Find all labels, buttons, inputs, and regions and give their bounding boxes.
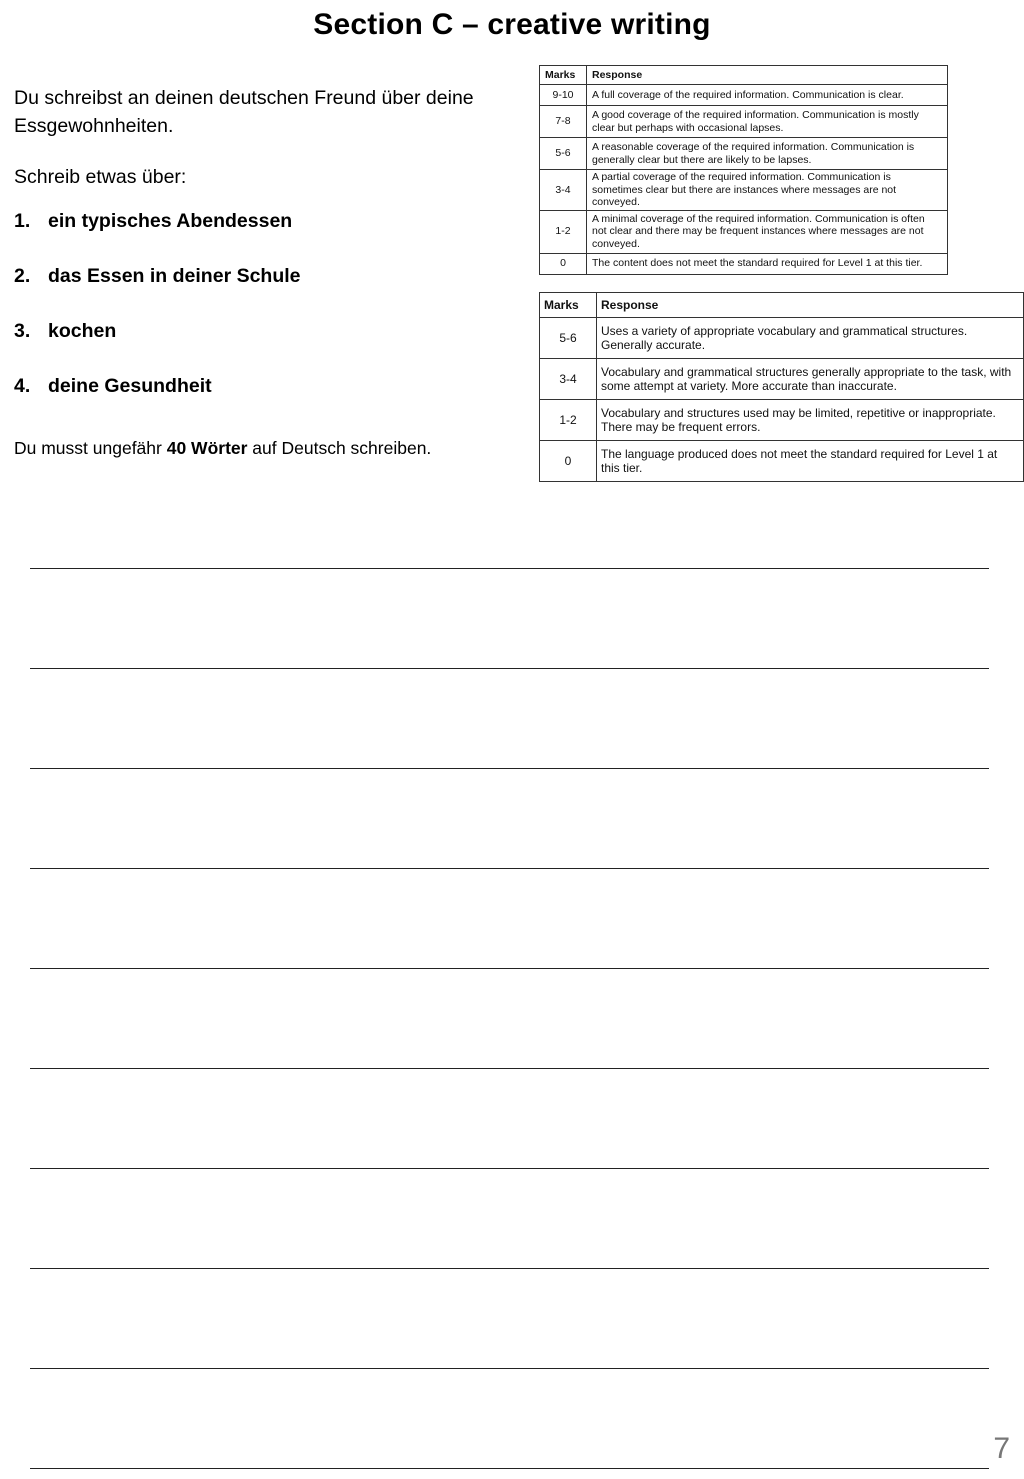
response-cell: A good coverage of the required information. Communication is mostly clear but perhaps with occasional lapses. <box>587 106 948 138</box>
instruction-text: auf Deutsch schreiben. <box>247 438 432 458</box>
response-cell: A partial coverage of the required information. Communication is sometimes clear but there are instances where messages are not conveyed. <box>587 170 948 211</box>
table-header-row <box>540 66 948 85</box>
marks-header: Marks <box>540 293 597 318</box>
answer-line[interactable] <box>30 868 989 869</box>
marks-header: Marks <box>540 66 587 85</box>
answer-line[interactable] <box>30 1168 989 1169</box>
marks-cell: 9-10 <box>540 85 587 106</box>
task-number: 2. <box>14 265 31 287</box>
response-cell: Uses a variety of appropriate vocabulary and grammatical structures. Generally accurate. <box>597 318 1024 359</box>
answer-line[interactable] <box>30 668 989 669</box>
page-number: 7 <box>993 1432 1010 1465</box>
table-row <box>540 441 1024 482</box>
answer-line[interactable] <box>30 768 989 769</box>
table-row <box>540 210 948 253</box>
table-row <box>540 85 948 106</box>
answer-line[interactable] <box>30 1368 989 1369</box>
answer-line[interactable] <box>30 1468 989 1469</box>
marks-cell: 1-2 <box>540 400 597 441</box>
table-row <box>540 106 948 138</box>
answer-line[interactable] <box>30 568 989 569</box>
task-list <box>14 210 301 430</box>
task-text: kochen <box>48 320 117 342</box>
word-count-instruction <box>14 438 431 459</box>
task-item <box>14 320 301 375</box>
table-header-row <box>540 293 1024 318</box>
marks-cell: 0 <box>540 441 597 482</box>
page-title: Section C – creative writing <box>313 8 711 41</box>
marks-cell: 7-8 <box>540 106 587 138</box>
task-text: ein typisches Abendessen <box>48 210 293 232</box>
task-text: das Essen in deiner Schule <box>48 265 301 287</box>
instruction-text: Du musst ungefähr <box>14 438 167 458</box>
task-intro: Du schreibst an deinen deutschen Freund über deine Essgewohnheiten. <box>14 87 474 137</box>
response-cell: The content does not meet the standard required for Level 1 at this tier. <box>587 253 948 274</box>
marks-cell: 5-6 <box>540 318 597 359</box>
table-row <box>540 170 948 211</box>
marks-cell: 1-2 <box>540 210 587 253</box>
response-cell: A full coverage of the required information. Communication is clear. <box>587 85 948 106</box>
marks-cell: 3-4 <box>540 359 597 400</box>
answer-line[interactable] <box>30 1068 989 1069</box>
response-cell: A reasonable coverage of the required information. Communication is generally clear but there are likely to be lapses. <box>587 138 948 170</box>
task-number: 1. <box>14 210 31 232</box>
response-cell: Vocabulary and structures used may be limited, repetitive or inappropriate. There may be frequent errors. <box>597 400 1024 441</box>
table-row <box>540 138 948 170</box>
answer-line[interactable] <box>30 1268 989 1269</box>
task-item <box>14 375 301 430</box>
task-item <box>14 265 301 320</box>
language-mark-scheme <box>539 292 1024 482</box>
table-row <box>540 318 1024 359</box>
task-prompt: Schreib etwas über: <box>14 166 187 188</box>
response-cell: Vocabulary and grammatical structures generally appropriate to the task, with some attempt at variety. More accurate than inaccurate. <box>597 359 1024 400</box>
table-row <box>540 359 1024 400</box>
response-cell: A minimal coverage of the required information. Communication is often not clear and there may be frequent instances where messages are not conveyed. <box>587 210 948 253</box>
communication-mark-scheme <box>539 65 948 275</box>
task-item <box>14 210 301 265</box>
task-text: deine Gesundheit <box>48 375 212 397</box>
table-row <box>540 400 1024 441</box>
table-row <box>540 253 948 274</box>
marks-cell: 3-4 <box>540 170 587 211</box>
response-header: Response <box>597 293 1024 318</box>
task-number: 3. <box>14 320 31 342</box>
response-header: Response <box>587 66 948 85</box>
marks-cell: 0 <box>540 253 587 274</box>
answer-line[interactable] <box>30 968 989 969</box>
instruction-word-count: 40 Wörter <box>166 438 248 458</box>
marks-cell: 5-6 <box>540 138 587 170</box>
response-cell: The language produced does not meet the standard required for Level 1 at this tier. <box>597 441 1024 482</box>
task-number: 4. <box>14 375 31 397</box>
